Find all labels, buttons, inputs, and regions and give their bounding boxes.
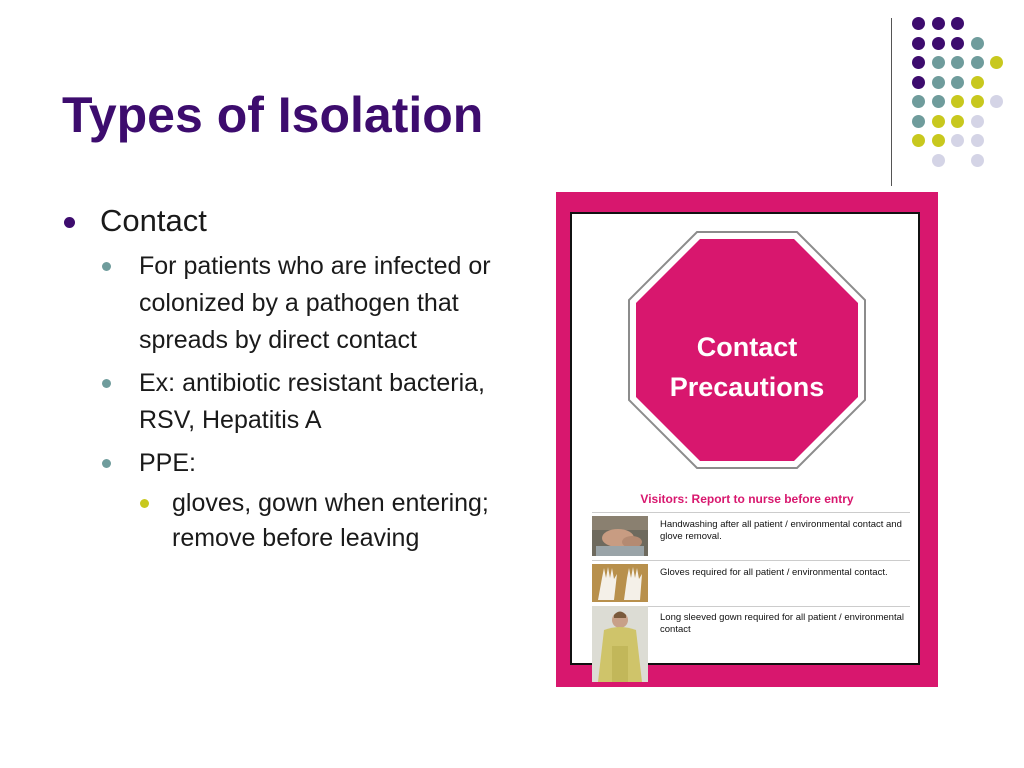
decorative-dot (971, 154, 984, 167)
decorative-dot (951, 134, 964, 147)
sign-text (627, 327, 867, 407)
decorative-dot (932, 37, 945, 50)
decorative-dot (932, 134, 945, 147)
decorative-dot (971, 115, 984, 128)
decorative-dot (971, 95, 984, 108)
decorative-dot (932, 17, 945, 30)
decorative-dot (932, 115, 945, 128)
decorative-dot (971, 37, 984, 50)
decorative-dot (912, 56, 925, 69)
slide-title: Types of Isolation (62, 87, 484, 143)
bullet-dot-icon (102, 262, 111, 271)
decorative-dot (971, 134, 984, 147)
sub-bullet-examples (62, 365, 502, 439)
decorative-dot (990, 95, 1003, 108)
decorative-dot (912, 95, 925, 108)
decorative-dot (951, 37, 964, 50)
sign-line-2: Precautions (669, 372, 825, 402)
bullet-contact (62, 200, 502, 242)
decorative-dot (912, 76, 925, 89)
bullet-dot-icon (102, 379, 111, 388)
bullet-dot-icon (140, 499, 149, 508)
sub-sub-bullet-ppe-items (62, 486, 502, 556)
divider (592, 512, 910, 513)
decorative-dot (912, 134, 925, 147)
bullet-dot-icon (64, 217, 75, 228)
decorative-dot (990, 56, 1003, 69)
decorative-dot (951, 56, 964, 69)
bullet-text: For patients who are infected or colonized by a pathogen that spreads by direct contact (139, 252, 491, 354)
decorative-dot (971, 76, 984, 89)
bullet-list (62, 200, 502, 556)
row-text: Handwashing after all patient / environmental contact and glove removal. (660, 519, 902, 542)
decorative-dot (932, 76, 945, 89)
decorative-dot (932, 95, 945, 108)
poster-frame (570, 212, 920, 665)
handwashing-photo-icon (592, 516, 648, 556)
row-text: Gloves required for all patient / environmental contact. (660, 567, 888, 578)
bullet-text: Ex: antibiotic resistant bacteria, RSV, Hepatitis A (139, 369, 485, 434)
gown-photo-icon (592, 606, 648, 682)
decorative-dot (912, 17, 925, 30)
row-text: Long sleeved gown required for all patient / environmental contact (660, 612, 904, 635)
decorative-dot (951, 115, 964, 128)
gloves-photo-icon (592, 564, 648, 602)
sub-bullet-ppe (62, 445, 502, 482)
decorative-dot (971, 56, 984, 69)
divider (592, 560, 910, 561)
bullet-text: gloves, gown when entering; remove before leaving (172, 489, 489, 552)
sign-line-1: Contact (696, 332, 798, 362)
decorative-dot (951, 95, 964, 108)
divider-vertical-line (891, 18, 892, 186)
decorative-dot (951, 76, 964, 89)
bullet-text: PPE: (139, 449, 196, 477)
bullet-text: Contact (100, 203, 207, 238)
bullet-dot-icon (102, 459, 111, 468)
visitors-notice: Visitors: Report to nurse before entry (640, 492, 854, 506)
contact-precautions-poster (556, 192, 938, 687)
decorative-dot (912, 115, 925, 128)
decorative-dot (951, 17, 964, 30)
decorative-dot (912, 37, 925, 50)
decorative-dot (932, 154, 945, 167)
decorative-dot (932, 56, 945, 69)
sub-bullet-definition (62, 248, 502, 359)
